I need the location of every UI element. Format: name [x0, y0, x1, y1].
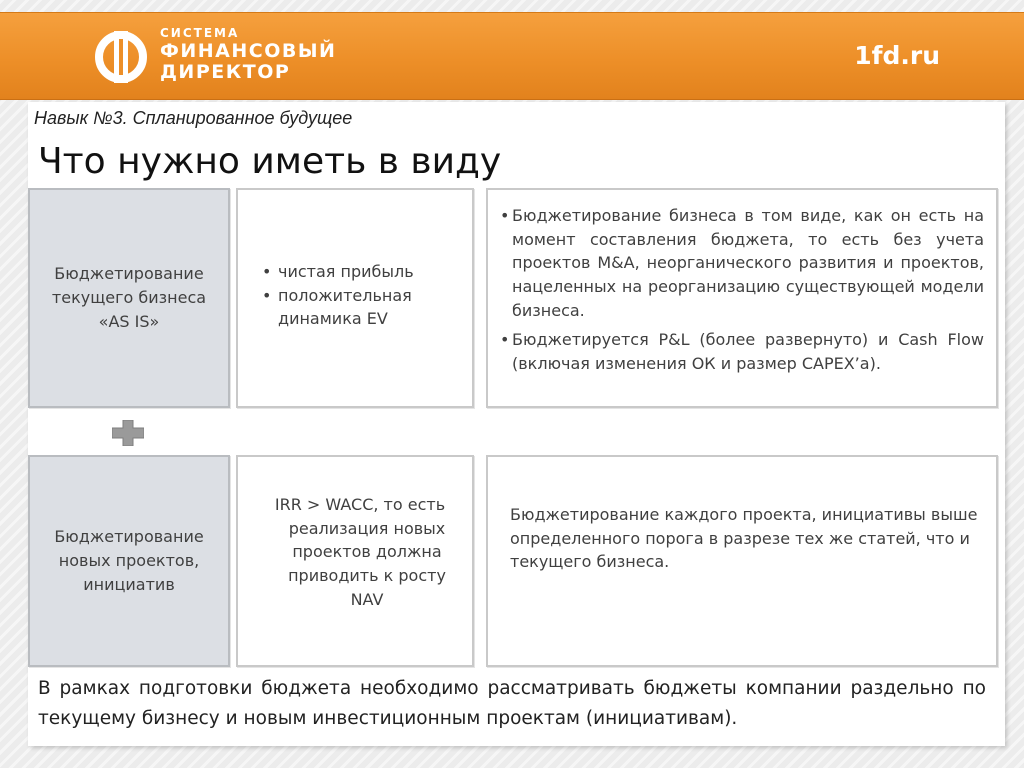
label-line: инициатив — [83, 574, 175, 594]
label-line: текущего бизнеса — [51, 288, 207, 308]
list-item: • Бюджетируется P&L (более развернуто) и Cash Flow (включая изменения ОК и размер CAPEX’а). — [500, 328, 984, 375]
current-business-criteria-box — [236, 188, 474, 408]
current-business-details-box — [486, 188, 998, 408]
logo-line: СИСТЕМА — [160, 26, 240, 40]
new-projects-details-box — [486, 455, 998, 667]
current-business-label — [52, 262, 206, 333]
site-link[interactable]: 1fd.ru — [854, 41, 940, 70]
logo-line: ДИРЕКТОР — [160, 61, 291, 83]
criteria-text: IRR > WACC, то есть реализация новых проектов должна приводить к росту NAV — [274, 495, 446, 609]
details-list — [500, 204, 984, 376]
slide-content — [28, 102, 1005, 746]
current-business-label-box — [28, 188, 230, 408]
new-projects-label-box — [28, 455, 230, 667]
new-projects-label — [54, 525, 203, 596]
new-projects-criteria-box — [236, 455, 474, 667]
list-item: • чистая прибыль — [256, 260, 462, 284]
label-line: «AS IS» — [98, 311, 160, 331]
label-line: новых проектов, — [58, 551, 200, 571]
label-line: Бюджетирование — [54, 264, 204, 284]
list-item: • положительная динамика EV — [256, 284, 462, 331]
fd-logo-icon — [86, 31, 156, 83]
criteria-list — [256, 260, 462, 331]
details-text: Бюджетирование каждого проекта, инициативы выше определенного порога в разрезе тех же статей, что и текущего бизнеса. — [510, 505, 978, 572]
label-line: Бюджетирование — [54, 527, 204, 547]
logo-text — [160, 27, 336, 82]
summary-text: В рамках подготовки бюджета необходимо рассматривать бюджеты компании раздельно по текущему бизнесу и новым инвестиционным проектам (инициативам). — [38, 678, 986, 729]
slide-title: Что нужно иметь в виду — [38, 141, 502, 182]
list-item: • Бюджетирование бизнеса в том виде, как он есть на момент составления бюджета, то есть без учета проектов M&A, неорганического развития и проектов, нацеленных на реорганизацию существующей модели бизнеса. — [500, 204, 984, 322]
header-bar — [0, 12, 1024, 100]
plus-icon — [112, 420, 144, 446]
logo-line: ФИНАНСОВЫЙ — [160, 40, 337, 62]
slide-subtitle: Навык №3. Спланированное будущее — [34, 108, 353, 128]
